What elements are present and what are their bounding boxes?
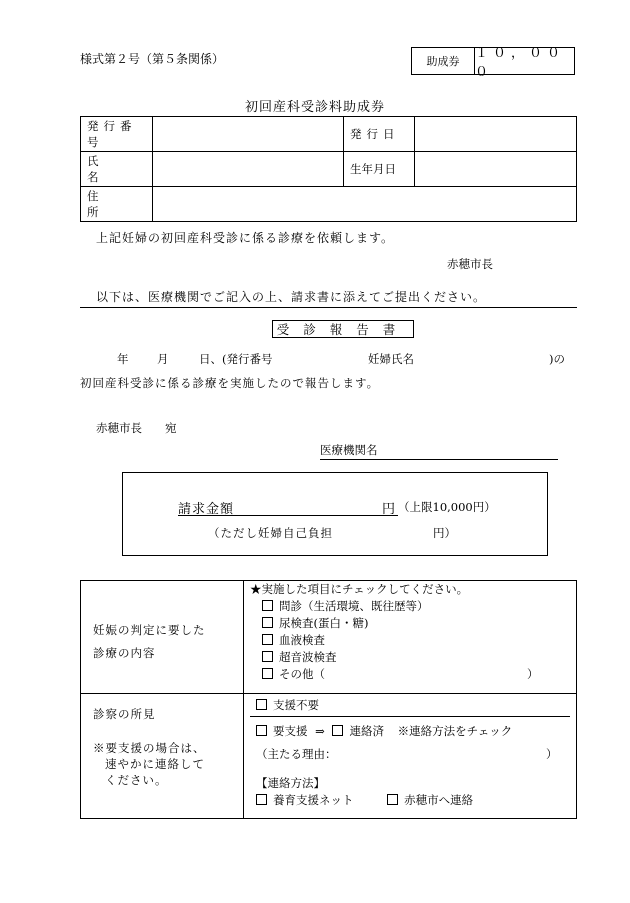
checkbox-icon[interactable] (262, 634, 273, 645)
report-body: 初回産科受診に係る診療を実施したので報告します。 (80, 376, 380, 390)
issue-no-field[interactable] (153, 117, 344, 152)
check-contact-note: ※連絡方法をチェック (397, 724, 513, 738)
main-reason-field[interactable]: （主たる理由： ） (256, 747, 558, 761)
checkbox-icon[interactable] (262, 617, 273, 628)
issue-date-field[interactable] (415, 117, 577, 152)
address-label: 住所 (81, 187, 153, 222)
item-interview[interactable]: 問診（生活環境、既往歴等） (250, 598, 570, 615)
name-label: 氏名 (81, 152, 153, 187)
row2-note-line3: ください。 (105, 773, 168, 787)
row1-content-cell (244, 581, 577, 694)
checkbox-icon[interactable] (332, 725, 343, 736)
item-ultrasound[interactable]: 超音波検査 (250, 649, 570, 666)
item-urine-test[interactable]: 尿検査(蛋白・糖) (250, 615, 570, 632)
support-needed-label: 要支援 (273, 724, 308, 738)
arrow-icon: ⇒ (315, 724, 325, 738)
checkbox-icon[interactable] (256, 794, 267, 805)
issue-no-label: 発行番号 (81, 117, 153, 152)
name-field[interactable] (153, 152, 344, 187)
contact-method-label: 【連絡方法】 (256, 776, 325, 790)
diagnosis-table (80, 580, 577, 819)
claim-box (122, 472, 548, 556)
row2-note-line1: ※要支援の場合は、 (93, 741, 206, 755)
claim-amount-field[interactable] (178, 515, 398, 516)
divider (80, 307, 577, 308)
row1-label-cell (81, 581, 244, 694)
institution-name-field[interactable]: 医療機関名 (320, 442, 558, 460)
mayor-sign: 赤穂市長 (447, 257, 493, 271)
birth-label: 生年月日 (344, 152, 415, 187)
contacted-label: 連絡済 (349, 724, 384, 738)
row1-label-line1: 妊娠の判定に要した (93, 623, 206, 637)
addressee: 赤穂市長 宛 (96, 421, 177, 435)
row2-label: 診察の所見 (93, 707, 156, 721)
address-field[interactable] (153, 187, 577, 222)
request-text: 上記妊婦の初回産科受診に係る診療を依頼します。 (96, 231, 395, 245)
row2-label-cell (81, 694, 244, 819)
contact-city-option[interactable]: 赤穂市へ連絡 (387, 793, 473, 807)
item-blood-test[interactable]: 血液検査 (250, 632, 570, 649)
self-pay-yen: 円） (433, 526, 456, 540)
checkbox-icon[interactable] (256, 725, 267, 736)
checkbox-icon[interactable] (256, 699, 267, 710)
report-close-paren: )の (549, 352, 565, 366)
report-title: 受診報告書 (272, 320, 414, 338)
item-other[interactable]: その他（ ） (250, 666, 570, 683)
checkbox-icon[interactable] (262, 668, 273, 679)
checkbox-icon[interactable] (387, 794, 398, 805)
form-number: 様式第２号（第５条関係） (80, 52, 225, 66)
voucher-box (411, 46, 575, 80)
row2-content-cell (244, 694, 577, 819)
report-day-issue-no: 日、(発行番号 (199, 352, 273, 366)
voucher-amount: １０，０００ (475, 46, 566, 80)
row2-note-line2: 速やかに連絡して (105, 757, 205, 771)
birth-field[interactable] (415, 152, 577, 187)
support-needed-line (256, 723, 564, 740)
checkbox-icon[interactable] (262, 600, 273, 611)
info-table (80, 116, 577, 222)
main-reason-close: ） (546, 747, 558, 761)
report-year: 年 (117, 352, 129, 366)
checkbox-icon[interactable] (262, 651, 273, 662)
document-title: 初回産科受診料助成券 (244, 100, 385, 115)
no-support-option[interactable]: 支援不要 (250, 694, 570, 717)
claim-limit: （上限10,000円） (398, 500, 496, 514)
row1-label-line2: 診療の内容 (93, 646, 156, 660)
contact-network-option[interactable]: 養育支援ネット (256, 793, 354, 807)
contact-method-options (256, 792, 564, 809)
claim-yen: 円 (382, 502, 396, 517)
issue-date-label: 発行日 (344, 117, 415, 152)
other-close-paren: ） (527, 667, 539, 681)
claim-amount-label: 請求金額 (178, 502, 235, 517)
voucher-label: 助成券 (412, 48, 475, 74)
report-month: 月 (157, 352, 169, 366)
patient-name-label: 妊婦氏名 (368, 352, 414, 366)
check-instruction: ★実施した項目にチェックしてください。 (250, 582, 469, 596)
instruction-text: 以下は、医療機関でご記入の上、請求書に添えてご提出ください。 (96, 290, 487, 304)
self-pay-label: （ただし妊婦自己負担 (208, 526, 333, 540)
